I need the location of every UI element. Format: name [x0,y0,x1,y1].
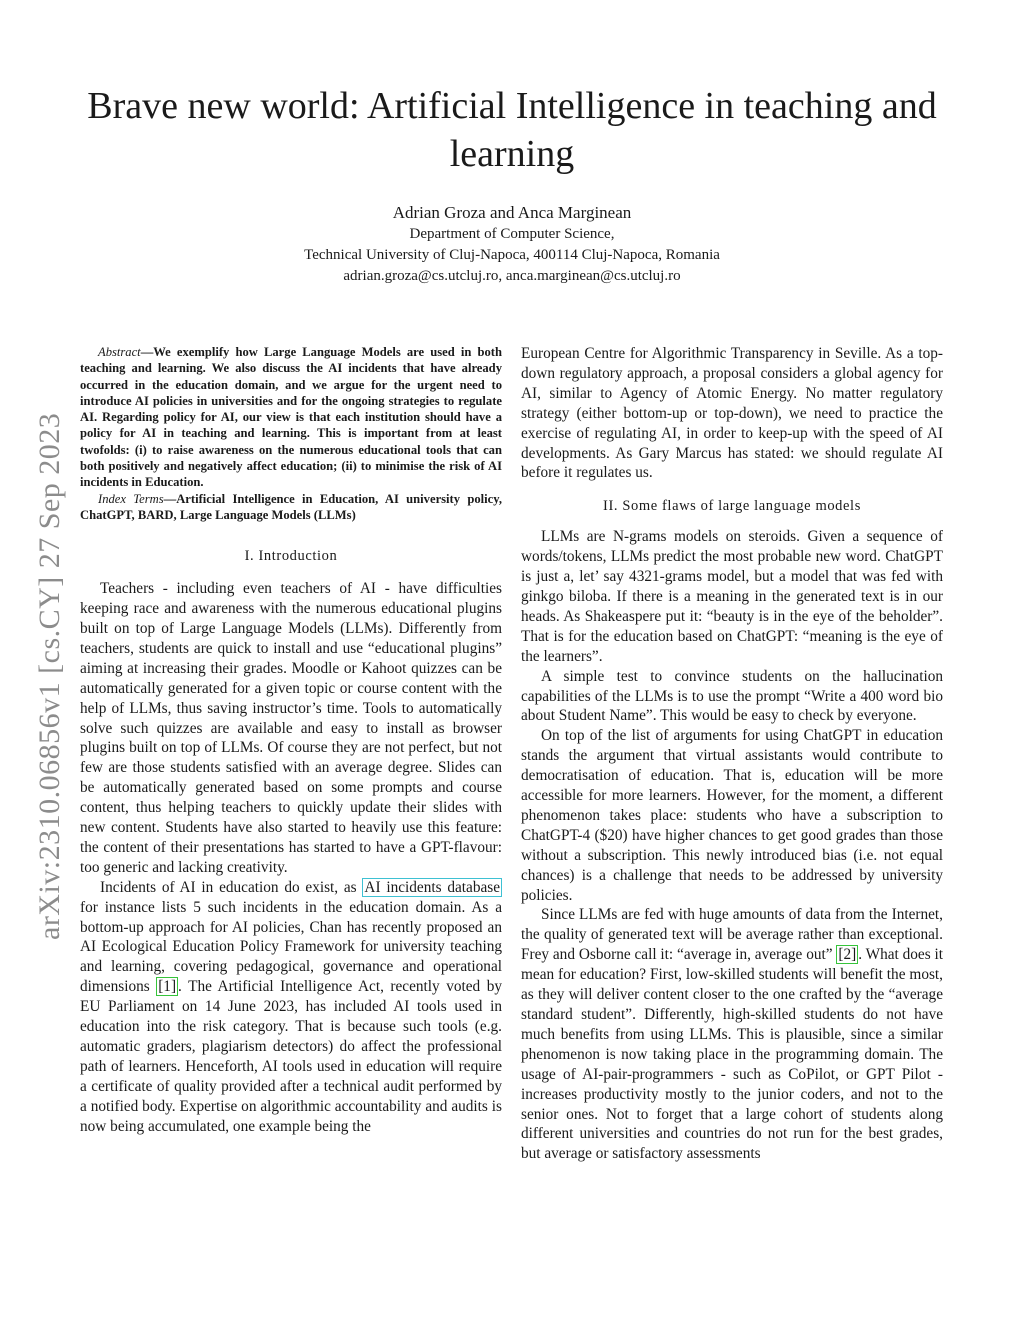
intro-p2-text-a: Incidents of AI in education do exist, as [100,878,363,896]
author-emails: adrian.groza@cs.utcluj.ro, anca.marginean@cs.utcluj.ro [343,268,681,284]
flaws-p4-text-a: Since LLMs are fed with huge amounts of data from the Internet, the quality of generated text will be average rather than exceptional. Frey and Osborne call it: “average in, average out” [521,906,943,964]
citation-1-link[interactable]: [1] [158,978,177,996]
intro-paragraph-continued: European Centre for Algorithmic Transparency in Seville. As a top-down regulatory approach, a proposal considers a global agency for AI, similar to Agency of Atomic Energy. No matter regulatory strategy (either bottom-up or top-down), we need to practice the exercise of regulating AI, in order to keep-up with the speed of AI developments. As Gary Marcus has stated: we should regulate AI before it regulates us. [521,345,943,482]
author-university: Technical University of Cluj-Napoca, 400114 Cluj-Napoca, Romania [304,247,720,263]
intro-p2-text-b: for instance lists 5 such incidents in the education domain. As a bottom-up approach for AI policies, Chan has recently proposed an AI Ecological Education Policy Framework for university teaching and learning, covering pedagogical, governance and operational dimensions [80,898,502,996]
ai-incidents-database-link[interactable]: AI incidents database [364,878,500,896]
abstract [80,344,502,523]
flaws-paragraph-3: On top of the list of arguments for using ChatGPT in education stands the argument that virtual assistants would contribute to democratisation of education. That is, education will be more accessible for more learners. However, for the moment, a different phenomenon takes place: students who have a subscription to ChatGPT-4 ($20) have higher chances to get good grades than those without a subscription. This newly introduced bias (i.e. not equal chances) is a challenge that needs to be addressed by university policies. [521,727,943,904]
intro-paragraph-1: Teachers - including even teachers of AI - have difficulties keeping race and awareness with the numerous educational plugins built on top of Large Language Models (LLMs). Differently from teachers, students are quick to install and use “educational plugins” aiming at increasing their grades. Moodle or Kahoot quizzes can be automatically generated for a given topic or course content with the help of LLMs, thus saving instructor’s time. Tools to automatically solve such quizzes are available and easy to install as browser plugins built on top of LLMs. Of course they are not perfect, but not few are those students satisfied with an average degree. Slides can be automatically generated based on some prompts and course content, thus helping teachers to quickly update their slides with new content. Students have also started to heavily use this feature: the content of their presentations has started to have a GPT-flavour: too generic and lacking creativity. [80,580,502,876]
citation-2-link[interactable]: [2] [838,946,857,964]
flaws-paragraph-2: A simple test to convince students on the hallucination capabilities of the LLMs is to use the prompt “Write a 400 word bio about Student Name”. This would be easy to check by everyone. [521,667,943,725]
section-heading-introduction: I. Introduction [244,548,338,565]
abstract-text: —We exemplify how Large Language Models are used in both teaching and learning. We also discuss the AI incidents that have already occurred in the education domain, and we argue for the urgent need to introduce AI policies in universities and for the ongoing strategies to regulate AI. Regarding policy for AI, our view is that each institution should have a policy for AI in teaching and learning. This is important from at least twofolds: (i) to raise awareness on the numerous educational tools that can both positively and negatively affect education; (ii) to minimise the risk of AI incidents in Education. [80,345,502,490]
right-column [521,344,943,1164]
paper-title: Brave new world: Artificial Intelligence in teaching and learning [87,85,937,175]
index-terms-text: —Artificial Intelligence in Education, AI university policy, ChatGPT, BARD, Large Language Models (LLMs) [80,491,502,522]
arxiv-identifier: arXiv:2310.06856v1 [cs.CY] 27 Sep 2023 [33,412,66,940]
author-names: Adrian Groza and Anca Marginean [392,203,632,222]
flaws-p4-text-b: . What does it mean for education? First, low-skilled students will benefit the most, as they will deliver content closer to the one crafted by the “average standard student”. Differently, high-skilled students do not have much benefits from using LLMs. This is plausible, since a similar phenomenon is now taking place in the programming domain. The usage of AI-pair-programmers - such as CoPilot, or GPT Pilot - increases productivity mostly to the junior coders, and not to the senior ones. Not to forget that a large cohort of students along different universities and countries do not run for the best grades, but average or satisfactory assessments [521,946,943,1163]
intro-p2-text-c: . The Artificial Intelligence Act, recently voted by EU Parliament on 14 June 2023, has included AI tools used in education into the risk category. That is because such tools (e.g. automatic graders, plagiarism detectors) do affect the professional path of learners. Henceforth, AI tools used in education will require a certificate of quality provided after a technical audit performed by a notified body. Expertise on algorithmic accountability and audits is now being accumulated, one example being the [80,978,502,1135]
flaws-paragraph-4 [521,905,943,1164]
left-column [80,344,502,1137]
intro-paragraph-2 [80,878,502,1137]
flaws-paragraph-1: LLMs are N-grams models on steroids. Given a sequence of words/tokens, LLMs predict the most probable new word. ChatGPT is just a, let’ say 4321-grams model, but a model that was fed with ginkgo biloba. If there is a meaning in the generated text is in our heads. As Shakeaspere put it: “beauty is in the eye of the beholder”. That is for the education based on ChatGPT: “meaning is the eye of the learners”. [521,528,943,665]
author-block [160,202,864,287]
index-terms-label: Index Terms [98,491,164,506]
section-heading-flaws: II. Some flaws of large language models [603,498,861,515]
author-department: Department of Computer Science, [409,226,615,242]
abstract-label: Abstract [98,345,141,359]
